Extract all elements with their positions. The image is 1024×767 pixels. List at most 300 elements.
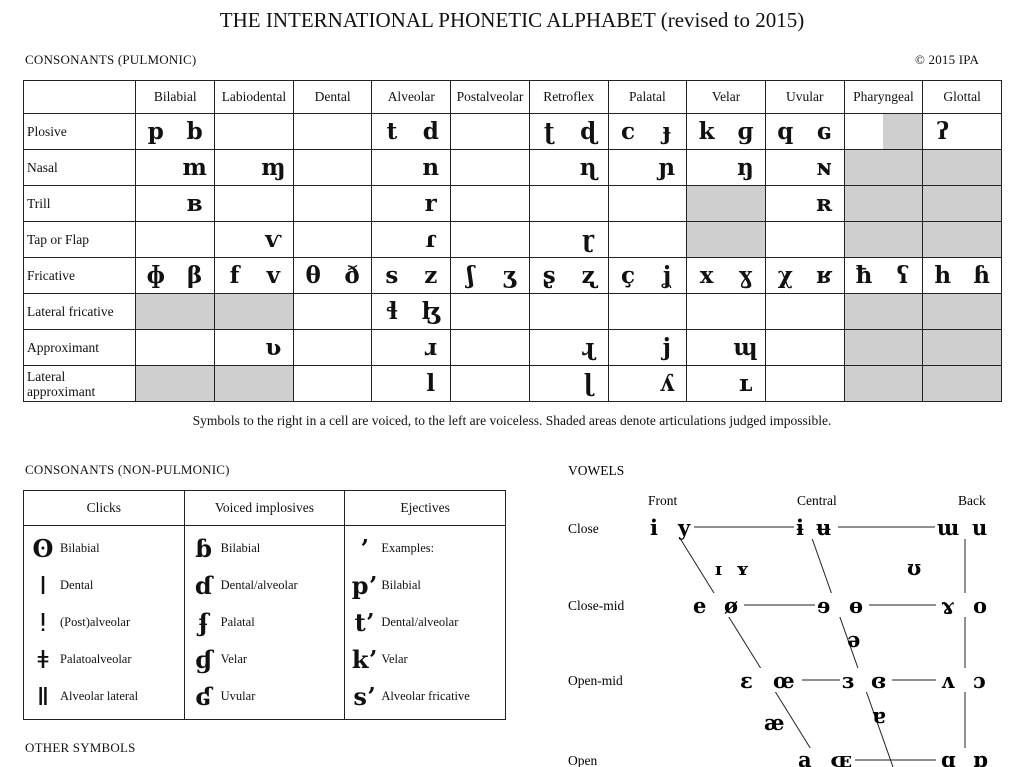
consonant-symbol xyxy=(608,150,647,186)
ejectives-item xyxy=(351,604,499,641)
consonant-symbol xyxy=(490,222,529,258)
implosives-symbol: ɗ xyxy=(194,571,213,600)
column-header: Dental xyxy=(293,81,372,114)
consonant-symbol: ɲ xyxy=(647,150,686,186)
vowel-script-a: ɑ xyxy=(941,747,956,767)
consonant-symbol xyxy=(805,222,844,258)
vowel-rams-horn: ɤ xyxy=(941,593,955,618)
implosives-label: Bilabial xyxy=(220,541,261,555)
consonant-symbol: ɟ xyxy=(647,114,686,150)
clicks-label: (Post)alveolar xyxy=(60,615,131,629)
consonant-symbol xyxy=(490,330,529,366)
consonant-symbol xyxy=(687,366,726,402)
consonant-symbol xyxy=(490,150,529,186)
consonant-row xyxy=(24,186,1002,222)
vowels-heading: VOWELS xyxy=(568,463,625,478)
consonant-symbol xyxy=(215,186,254,222)
consonant-symbol xyxy=(883,186,922,222)
consonant-symbol xyxy=(608,294,647,330)
consonant-symbol xyxy=(490,114,529,150)
consonant-symbol xyxy=(372,366,411,402)
vowel-small-cap-i: ɪ xyxy=(715,559,722,580)
consonant-symbol xyxy=(569,294,608,330)
pulmonic-header-row xyxy=(24,81,1002,114)
consonant-symbol: j xyxy=(647,330,686,366)
nonpulmonic-heading: CONSONANTS (NON-PULMONIC) xyxy=(25,462,230,477)
vowel-u: u xyxy=(972,515,988,540)
consonant-symbol xyxy=(765,186,804,222)
row-label: Tap or Flap xyxy=(24,222,136,258)
consonant-symbol xyxy=(883,114,922,150)
consonant-symbol: ɻ xyxy=(569,330,608,366)
vowel-a: a xyxy=(798,747,812,767)
consonant-symbol: ɮ xyxy=(411,294,450,330)
consonant-row xyxy=(24,330,1002,366)
other-symbols-heading: OTHER SYMBOLS xyxy=(25,740,136,755)
consonant-symbol xyxy=(962,222,1001,258)
consonant-symbol xyxy=(490,186,529,222)
consonant-symbol xyxy=(372,186,411,222)
consonant-symbol xyxy=(923,222,962,258)
consonant-symbol: ʔ xyxy=(923,114,962,150)
clicks-label: Alveolar lateral xyxy=(60,689,139,703)
implosives-label: Dental/alveolar xyxy=(220,578,298,592)
consonant-symbol xyxy=(844,186,883,222)
consonant-symbol: ʒ xyxy=(490,258,529,294)
column-header: Labiodental xyxy=(215,81,294,114)
consonant-symbol xyxy=(687,222,726,258)
consonant-symbol xyxy=(175,222,214,258)
row-label: Lateral fricative xyxy=(24,294,136,330)
consonant-symbol: ɾ xyxy=(411,222,450,258)
vowel-barred-i: ɨ xyxy=(796,515,804,540)
implosives-item xyxy=(191,604,339,641)
consonant-symbol xyxy=(254,294,293,330)
consonant-symbol xyxy=(883,294,922,330)
vowel-barred-u: ʉ xyxy=(816,515,832,540)
consonant-row xyxy=(24,114,1002,150)
consonant-symbol xyxy=(175,294,214,330)
consonant-symbol: θ xyxy=(293,258,332,294)
consonant-symbol: v xyxy=(254,258,293,294)
consonant-symbol xyxy=(136,294,175,330)
consonant-symbol: ɰ xyxy=(726,330,765,366)
column-header: Bilabial xyxy=(136,81,215,114)
column-header: Uvular xyxy=(765,81,844,114)
consonant-symbol: ɣ xyxy=(726,258,765,294)
clicks-symbol: ʘ xyxy=(32,534,54,563)
consonant-symbol xyxy=(844,330,883,366)
implosives-symbol: ʛ xyxy=(195,682,212,711)
consonant-symbol xyxy=(293,150,332,186)
consonant-symbol xyxy=(529,330,568,366)
consonant-symbol: ɡ xyxy=(726,114,765,150)
consonant-symbol xyxy=(293,222,332,258)
consonant-symbol xyxy=(765,366,804,402)
ejectives-label: Bilabial xyxy=(381,578,421,592)
consonant-symbol: ɢ xyxy=(805,114,844,150)
consonant-symbol xyxy=(490,294,529,330)
consonant-symbol: d xyxy=(411,114,450,150)
closemid-label: Close-mid xyxy=(568,598,625,613)
ejectives-item xyxy=(351,567,499,604)
consonant-row xyxy=(24,222,1002,258)
consonant-symbol xyxy=(451,330,490,366)
consonant-symbol xyxy=(687,150,726,186)
consonant-symbol: h xyxy=(923,258,962,294)
consonant-symbol xyxy=(805,366,844,402)
consonant-symbol: ʃ xyxy=(451,258,490,294)
implosives-item xyxy=(191,530,339,567)
consonant-symbol: l xyxy=(411,366,450,402)
clicks-item xyxy=(30,604,178,641)
consonant-symbol xyxy=(215,222,254,258)
consonant-symbol: x xyxy=(687,258,726,294)
consonant-symbol: ɸ xyxy=(136,258,175,294)
consonant-symbol xyxy=(608,366,647,402)
openmid-label: Open-mid xyxy=(568,673,623,688)
consonant-symbol xyxy=(175,330,214,366)
ejectives-item xyxy=(351,530,499,567)
clicks-header: Clicks xyxy=(24,491,185,526)
consonant-symbol: q xyxy=(765,114,804,150)
row-label: Nasal xyxy=(24,150,136,186)
consonant-symbol xyxy=(962,366,1001,402)
consonant-symbol xyxy=(844,114,883,150)
consonant-symbol: ʂ xyxy=(529,258,568,294)
vowel-o: o xyxy=(973,593,988,618)
consonant-symbol: ɱ xyxy=(254,150,293,186)
consonant-symbol: k xyxy=(687,114,726,150)
column-header: Postalveolar xyxy=(451,81,530,114)
consonant-symbol xyxy=(923,150,962,186)
consonant-row xyxy=(24,258,1002,294)
consonant-symbol xyxy=(883,150,922,186)
consonant-symbol xyxy=(333,366,372,402)
front-label: Front xyxy=(648,493,678,508)
consonant-symbol: ʝ xyxy=(647,258,686,294)
consonant-symbol xyxy=(687,294,726,330)
consonant-symbol xyxy=(529,186,568,222)
pulmonic-heading: CONSONANTS (PULMONIC) xyxy=(25,52,197,67)
vowel-small-cap-y: ʏ xyxy=(736,559,750,580)
consonant-symbol: ɬ xyxy=(372,294,411,330)
consonant-symbol xyxy=(175,366,214,402)
consonant-symbol xyxy=(765,150,804,186)
consonant-symbol: ʎ xyxy=(647,366,686,402)
page-title: THE INTERNATIONAL PHONETIC ALPHABET (revised to 2015) xyxy=(219,8,805,32)
vowel-turned-v: ʌ xyxy=(941,668,955,693)
consonant-symbol xyxy=(451,114,490,150)
nonpulmonic-table xyxy=(23,490,506,720)
implosives-item xyxy=(191,641,339,678)
consonant-symbol xyxy=(293,330,332,366)
ejectives-item xyxy=(351,641,499,678)
pulmonic-table xyxy=(23,80,1002,402)
consonant-row xyxy=(24,150,1002,186)
implosives-label: Velar xyxy=(220,652,248,666)
consonant-symbol xyxy=(215,150,254,186)
consonant-symbol xyxy=(923,186,962,222)
consonant-symbol xyxy=(608,186,647,222)
consonant-symbol xyxy=(254,366,293,402)
open-label: Open xyxy=(568,753,598,767)
consonant-symbol xyxy=(962,330,1001,366)
column-header: Velar xyxy=(687,81,766,114)
consonant-symbol xyxy=(647,186,686,222)
row-label: Approximant xyxy=(24,330,136,366)
consonant-symbol: ɖ xyxy=(569,114,608,150)
consonant-symbol: ɽ xyxy=(569,222,608,258)
consonant-symbol xyxy=(136,186,175,222)
copyright: © 2015 IPA xyxy=(915,52,980,67)
clicks-label: Dental xyxy=(60,578,94,592)
consonant-symbol xyxy=(765,294,804,330)
consonant-symbol xyxy=(844,222,883,258)
consonant-symbol: t xyxy=(372,114,411,150)
consonant-symbol xyxy=(923,294,962,330)
consonant-symbol: ʁ xyxy=(805,258,844,294)
consonant-symbol: ʕ xyxy=(883,258,922,294)
vowel-slashed-o: ø xyxy=(724,593,739,618)
consonant-symbol xyxy=(962,186,1001,222)
consonant-symbol: m xyxy=(175,150,214,186)
column-header: Retroflex xyxy=(529,81,608,114)
consonant-symbol xyxy=(883,330,922,366)
consonant-symbol xyxy=(215,330,254,366)
vowel-barred-o: ɵ xyxy=(849,593,864,618)
consonant-symbol xyxy=(962,294,1001,330)
vowel-turned-script-a: ɒ xyxy=(973,747,988,767)
vowel-epsilon: ɛ xyxy=(740,668,753,693)
consonant-symbol: f xyxy=(215,258,254,294)
consonant-symbol xyxy=(844,150,883,186)
vowel-reversed-epsilon: ɜ xyxy=(842,668,854,693)
ejectives-item xyxy=(351,678,499,715)
consonant-symbol: c xyxy=(608,114,647,150)
consonant-symbol xyxy=(136,150,175,186)
vowel-turned-a: ɐ xyxy=(872,703,886,728)
vowel-reversed-e: ɘ xyxy=(817,593,831,618)
ejectives-symbol: tʼ xyxy=(354,608,375,637)
consonant-symbol xyxy=(293,186,332,222)
consonant-symbol xyxy=(293,114,332,150)
consonant-symbol: ʐ xyxy=(569,258,608,294)
implosives-header: Voiced implosives xyxy=(184,491,345,526)
vowel-e: e xyxy=(693,593,707,618)
consonant-symbol xyxy=(451,186,490,222)
consonant-symbol: ʀ xyxy=(805,186,844,222)
vowel-oe-ligature: œ xyxy=(773,668,795,693)
clicks-label: Bilabial xyxy=(60,541,100,555)
pulmonic-note: Symbols to the right in a cell are voiced, to the left are voiceless. Shaded areas denote articulations judged impossible. xyxy=(192,413,832,428)
vowel-ash: æ xyxy=(764,710,785,735)
consonant-symbol: s xyxy=(372,258,411,294)
consonant-symbol xyxy=(726,222,765,258)
ejectives-header: Ejectives xyxy=(345,491,506,526)
consonant-symbol: b xyxy=(175,114,214,150)
consonant-symbol xyxy=(883,366,922,402)
consonant-row xyxy=(24,294,1002,330)
consonant-symbol xyxy=(844,366,883,402)
ejectives-column xyxy=(345,526,506,720)
consonant-symbol xyxy=(451,150,490,186)
consonant-symbol xyxy=(805,330,844,366)
consonant-symbol xyxy=(254,114,293,150)
consonant-symbol xyxy=(883,222,922,258)
vowel-upsilon: ʊ xyxy=(907,555,922,580)
consonant-symbol xyxy=(805,294,844,330)
consonant-symbol: r xyxy=(411,186,450,222)
consonant-symbol xyxy=(687,186,726,222)
clicks-symbol: ǂ xyxy=(37,645,49,674)
implosives-symbol: ɠ xyxy=(195,645,213,674)
consonant-symbol: ⱱ xyxy=(254,222,293,258)
consonant-symbol xyxy=(529,222,568,258)
column-header: Palatal xyxy=(608,81,687,114)
implosives-symbol: ɓ xyxy=(195,534,213,563)
column-header: Alveolar xyxy=(372,81,451,114)
consonant-symbol xyxy=(293,294,332,330)
consonant-symbol: ʙ xyxy=(175,186,214,222)
consonant-symbol xyxy=(333,150,372,186)
clicks-symbol: ǀ xyxy=(39,571,47,600)
ejectives-label: Alveolar fricative xyxy=(381,689,470,703)
consonant-symbol: χ xyxy=(765,258,804,294)
consonant-symbol xyxy=(215,366,254,402)
consonant-row xyxy=(24,366,1002,402)
consonant-symbol xyxy=(962,150,1001,186)
consonant-symbol: ʟ xyxy=(726,366,765,402)
vowel-open-o: ɔ xyxy=(973,668,986,693)
consonant-symbol: ŋ xyxy=(726,150,765,186)
implosives-symbol: ʄ xyxy=(198,608,209,637)
consonant-symbol: ɳ xyxy=(569,150,608,186)
clicks-item xyxy=(30,641,178,678)
consonant-symbol xyxy=(923,366,962,402)
vowel-turned-m: ɯ xyxy=(937,515,960,540)
consonant-symbol: ç xyxy=(608,258,647,294)
consonant-symbol xyxy=(490,366,529,402)
consonant-symbol xyxy=(647,294,686,330)
ejectives-symbol: sʼ xyxy=(353,682,376,711)
consonant-symbol xyxy=(136,366,175,402)
vowel-schwa: ə xyxy=(847,627,861,652)
consonant-symbol xyxy=(726,294,765,330)
consonant-symbol: ɴ xyxy=(805,150,844,186)
consonant-symbol xyxy=(215,294,254,330)
implosives-column xyxy=(184,526,345,720)
ejectives-label: Examples: xyxy=(381,541,435,555)
consonant-symbol: ɹ xyxy=(411,330,450,366)
consonant-symbol: z xyxy=(411,258,450,294)
close-label: Close xyxy=(568,521,599,536)
consonant-symbol xyxy=(293,366,332,402)
consonant-symbol xyxy=(333,330,372,366)
consonant-symbol xyxy=(333,222,372,258)
ejectives-symbol: pʼ xyxy=(351,571,377,600)
consonant-symbol xyxy=(765,222,804,258)
consonant-symbol xyxy=(372,330,411,366)
consonant-symbol xyxy=(962,114,1001,150)
implosives-label: Uvular xyxy=(220,689,256,703)
clicks-item xyxy=(30,530,178,567)
consonant-symbol xyxy=(372,150,411,186)
consonant-symbol xyxy=(451,222,490,258)
consonant-symbol xyxy=(254,186,293,222)
consonant-symbol: β xyxy=(175,258,214,294)
clicks-label: Palatoalveolar xyxy=(60,652,132,666)
clicks-item xyxy=(30,678,178,715)
consonant-symbol: ð xyxy=(333,258,372,294)
vowel-small-cap-oe: ɶ xyxy=(830,747,853,767)
clicks-column xyxy=(24,526,185,720)
corner-cell xyxy=(24,81,136,114)
ejectives-label: Dental/alveolar xyxy=(381,615,459,629)
vowel-closed-reversed-epsilon: ɞ xyxy=(871,668,887,693)
ejectives-symbol: kʼ xyxy=(351,645,377,674)
consonant-symbol xyxy=(569,186,608,222)
implosives-item xyxy=(191,567,339,604)
consonant-symbol xyxy=(333,186,372,222)
clicks-item xyxy=(30,567,178,604)
vowel-y: y xyxy=(678,515,691,540)
consonant-symbol xyxy=(451,366,490,402)
clicks-symbol: ǃ xyxy=(39,608,47,637)
clicks-symbol: ǁ xyxy=(37,682,49,711)
consonant-symbol: n xyxy=(411,150,450,186)
consonant-symbol: ɦ xyxy=(962,258,1001,294)
consonant-symbol xyxy=(136,330,175,366)
back-label: Back xyxy=(958,493,986,508)
consonant-symbol xyxy=(647,222,686,258)
consonant-symbol xyxy=(333,294,372,330)
consonant-symbol xyxy=(136,222,175,258)
consonant-symbol xyxy=(608,222,647,258)
consonant-symbol xyxy=(765,330,804,366)
consonant-symbol xyxy=(687,330,726,366)
consonant-symbol: ɭ xyxy=(569,366,608,402)
ejectives-symbol: ʼ xyxy=(360,534,369,563)
consonant-symbol xyxy=(451,294,490,330)
row-label: Fricative xyxy=(24,258,136,294)
vowel-chart xyxy=(560,455,1015,767)
consonant-symbol xyxy=(923,330,962,366)
consonant-symbol xyxy=(844,294,883,330)
implosives-item xyxy=(191,678,339,715)
consonant-symbol xyxy=(333,114,372,150)
column-header: Pharyngeal xyxy=(844,81,923,114)
consonant-symbol xyxy=(372,222,411,258)
consonant-symbol: ʋ xyxy=(254,330,293,366)
implosives-label: Palatal xyxy=(220,615,255,629)
consonant-symbol xyxy=(529,366,568,402)
consonant-symbol xyxy=(529,294,568,330)
consonant-symbol xyxy=(215,114,254,150)
row-label: Lateral approximant xyxy=(24,366,136,402)
consonant-symbol xyxy=(529,150,568,186)
consonant-symbol: ħ xyxy=(844,258,883,294)
consonant-symbol: p xyxy=(136,114,175,150)
consonant-symbol xyxy=(608,330,647,366)
consonant-symbol: ʈ xyxy=(529,114,568,150)
central-label: Central xyxy=(797,493,837,508)
row-label: Plosive xyxy=(24,114,136,150)
row-label: Trill xyxy=(24,186,136,222)
consonant-symbol xyxy=(726,186,765,222)
vowel-i: i xyxy=(650,515,658,540)
ejectives-label: Velar xyxy=(381,652,408,666)
